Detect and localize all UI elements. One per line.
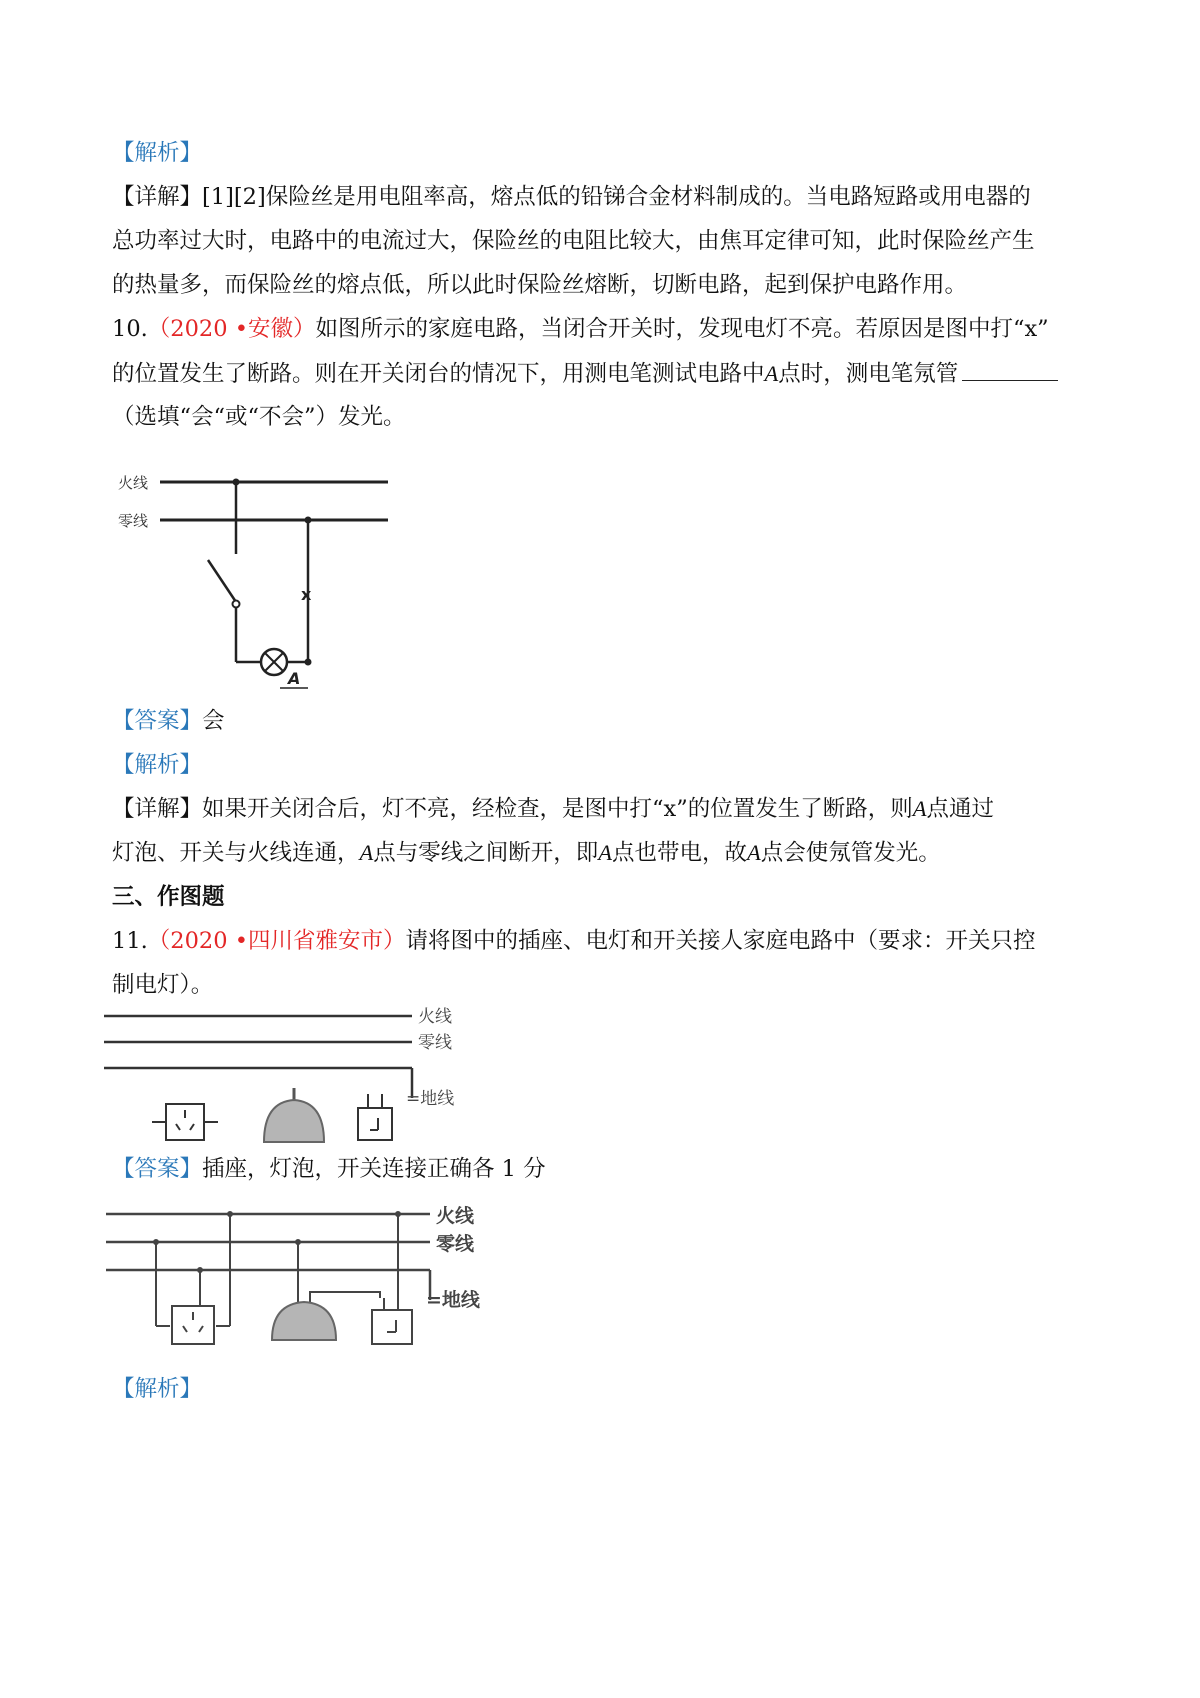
- circuit-figure-2: [100, 1006, 520, 1156]
- fig2-neutral-label: 零线: [418, 1033, 452, 1053]
- switch-symbol: [372, 1298, 412, 1344]
- answer-blank: [962, 358, 1058, 381]
- lamp-shade: [264, 1088, 324, 1142]
- section-heading: 三、作图题: [112, 884, 225, 910]
- circuit-figure-3: [100, 1198, 540, 1362]
- q9-detail-line-1: 【详解】[1][2]保险丝是用电阻率高，熔点低的铅锑合金材料制成的。当电路短路或用电器的: [112, 184, 1031, 210]
- q9-detail-line-3: 的热量多，而保险丝的熔点低，所以此时保险丝熔断，切断电路，起到保护电路作用。: [112, 272, 968, 298]
- fig3-ground-label: =地线: [426, 1289, 480, 1311]
- socket-symbol: [172, 1306, 214, 1344]
- question-number: 10.: [112, 316, 148, 342]
- q10-answer: 【答案】会: [112, 708, 225, 734]
- circuit-figure-1: [112, 462, 392, 694]
- jiexi-label: 【解析】: [112, 140, 203, 166]
- socket-symbol: [152, 1104, 218, 1140]
- q10-line-3: （选填“会“或“不会”）发光。: [112, 404, 406, 430]
- lamp-shade: [272, 1302, 336, 1340]
- fig1-neutral-label: 零线: [118, 512, 149, 530]
- q9-detail-line-2: 总功率过大时，电路中的电流过大，保险丝的电阻比较大，由焦耳定律可知，此时保险丝产生: [112, 228, 1035, 254]
- switch-lever: [208, 560, 236, 602]
- fig2-live-label: 火线: [418, 1007, 452, 1027]
- q11-line-1: 11.（2020 •四川省雅安市）请将图中的插座、电灯和开关接人家庭电路中（要求：开关只控: [112, 928, 1036, 954]
- question-source: （2020 •安徽）: [147, 316, 316, 342]
- fig1-live-label: 火线: [118, 474, 149, 492]
- q11-answer: 【答案】插座，灯泡，开关连接正确各 1 分: [112, 1156, 546, 1182]
- q10-detail-line-2: 灯泡、开关与火线连通，A点与零线之间断开，即A点也带电，故A点会使氖管发光。: [112, 840, 941, 866]
- switch-symbol: [358, 1094, 392, 1140]
- analysis-label: [112, 138, 1102, 168]
- fig3-live-label: 火线: [436, 1205, 475, 1227]
- q10-line-2: 的位置发生了断路。则在开关闭台的情况下，用测电笔测试电路中A点时，测电笔氖管: [112, 358, 1102, 389]
- point-a-label: A: [288, 669, 301, 688]
- q10-line-1: 10.（2020 •安徽）如图所示的家庭电路，当闭合开关时，发现电灯不亮。若原因是图中打“x”: [112, 316, 1049, 342]
- lamp-symbol: [261, 649, 287, 675]
- q11-analysis-label: 【解析】: [112, 1376, 203, 1402]
- q10-detail-line-1: 【详解】如果开关闭合后，灯不亮，经检查，是图中打“x”的位置发生了断路，则A点通过: [112, 796, 994, 822]
- break-mark: x: [301, 585, 312, 604]
- point-a-dot: [305, 659, 312, 666]
- fig2-ground-label: =地线: [406, 1089, 455, 1109]
- q10-analysis-label: 【解析】: [112, 752, 203, 778]
- q11-line-2: 制电灯）。: [112, 972, 214, 998]
- switch-contact: [233, 601, 240, 608]
- fig3-neutral-label: 零线: [436, 1233, 475, 1255]
